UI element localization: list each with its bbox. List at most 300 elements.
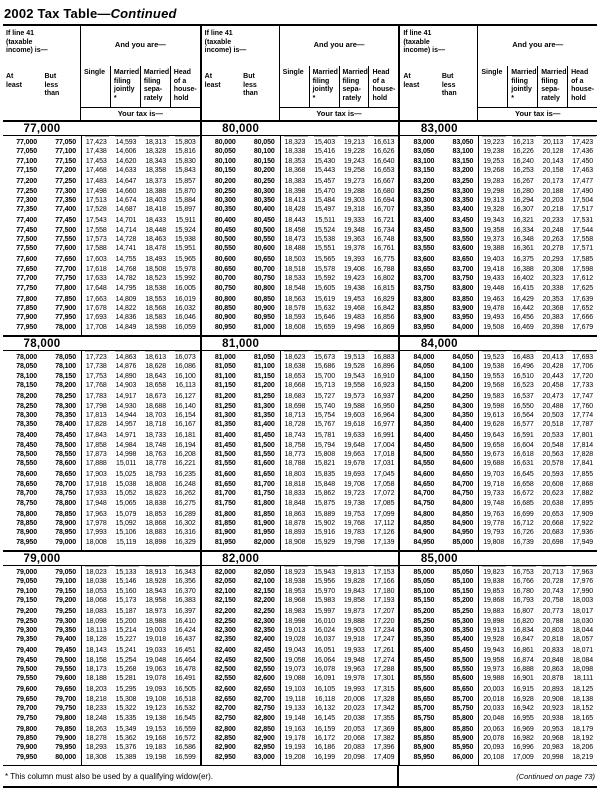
but-less-cell: 80,750 [253, 275, 275, 283]
hoh-tax-cell: 17,072 [373, 490, 395, 498]
table-row [400, 353, 597, 362]
at-least-cell: 82,600 [214, 686, 236, 694]
hoh-tax-cell: 15,911 [175, 217, 196, 225]
single-tax-cell: 18,773 [284, 451, 306, 458]
mfj-tax-cell: 15,335 [115, 714, 137, 722]
hoh-tax-cell: 16,721 [373, 217, 395, 225]
mfs-tax-cell: 20,683 [542, 529, 564, 537]
at-least-cell: 84,000 [413, 354, 435, 361]
mfs-tax-cell: 19,768 [343, 519, 365, 527]
but-less-cell: 79,750 [55, 705, 76, 713]
table-row [3, 402, 200, 411]
but-less-cell: 83,850 [452, 295, 474, 303]
row-group [202, 470, 399, 507]
row-group [3, 216, 200, 253]
single-tax-cell: 17,888 [85, 460, 107, 468]
mfj-tax-cell: 15,538 [314, 236, 336, 243]
table-row [400, 704, 597, 713]
table-row [400, 753, 597, 762]
mfj-tax-cell: 14,741 [115, 245, 137, 253]
single-tax-cell: 19,463 [483, 295, 505, 303]
table-row [202, 695, 399, 704]
mfj-tax-cell: 16,091 [314, 675, 336, 683]
at-least-cell: 79,800 [16, 725, 37, 733]
at-least-cell: 80,550 [214, 245, 236, 253]
table-row [3, 362, 200, 371]
at-least-cell: 85,100 [413, 587, 435, 595]
single-tax-cell: 18,503 [284, 256, 306, 264]
mfs-tax-cell: 20,878 [542, 675, 564, 683]
mfj-tax-cell: 15,268 [115, 666, 137, 673]
hoh-tax-cell: 18,084 [572, 656, 594, 664]
table-row [400, 607, 597, 616]
but-less-cell: 85,550 [452, 666, 474, 673]
single-tax-cell: 18,908 [284, 538, 306, 546]
single-tax-cell: 17,693 [85, 314, 107, 322]
row-group [202, 607, 399, 644]
but-less-cell: 83,100 [452, 148, 474, 156]
mfj-tax-cell: 16,982 [512, 734, 534, 742]
mfj-tax-cell: 15,619 [314, 295, 336, 303]
mfj-tax-cell: 14,822 [115, 304, 137, 312]
table-row [400, 235, 597, 244]
at-least-cell: 77,300 [16, 196, 37, 204]
section-income-level: 77,000 [23, 123, 61, 135]
mfs-tax-cell: 20,323 [542, 275, 564, 283]
mfj-tax-cell: 16,591 [512, 432, 534, 440]
single-tax-cell: 18,158 [85, 656, 107, 664]
hoh-tax-cell: 16,397 [174, 608, 196, 616]
single-tax-cell: 19,898 [483, 617, 505, 625]
at-least-cell: 85,150 [413, 597, 435, 605]
row-group [202, 510, 399, 547]
at-least-cell: 79,150 [16, 597, 37, 605]
mfs-tax-cell: 20,353 [542, 295, 564, 303]
hoh-tax-cell: 16,694 [373, 196, 395, 204]
mfs-tax-cell: 20,263 [542, 236, 564, 243]
mfs-tax-cell: 19,123 [145, 705, 167, 713]
hoh-tax-cell: 16,046 [174, 314, 196, 322]
table-row [202, 177, 399, 186]
table-row [202, 519, 399, 528]
single-tax-cell: 19,163 [284, 725, 306, 733]
hoh-tax-cell: 16,059 [174, 323, 196, 331]
single-tax-cell: 18,248 [85, 714, 107, 722]
mfs-tax-cell: 19,753 [343, 510, 365, 518]
mfj-tax-cell: 16,712 [512, 519, 534, 527]
mfj-tax-cell: 16,510 [512, 372, 534, 380]
hoh-tax-cell: 17,531 [572, 217, 594, 225]
filing-status-header-group [478, 26, 597, 120]
table-row [202, 295, 399, 304]
at-least-cell: 78,350 [16, 421, 37, 429]
at-least-cell: 80,900 [214, 314, 236, 322]
hoh-tax-cell: 18,192 [572, 734, 594, 742]
hoh-tax-cell: 16,316 [174, 529, 196, 537]
hoh-tax-cell: 17,679 [572, 323, 594, 331]
at-least-cell: 85,900 [413, 744, 435, 752]
mfs-tax-cell: 20,308 [542, 265, 564, 273]
hoh-tax-cell: 17,085 [373, 499, 395, 507]
mfj-tax-cell: 16,064 [314, 656, 336, 664]
table-row [202, 196, 399, 205]
table-row [400, 362, 597, 371]
mfj-tax-cell: 15,983 [314, 597, 336, 605]
table-row [400, 665, 597, 674]
panel-header [400, 26, 597, 120]
mfj-tax-cell: 15,322 [115, 705, 137, 713]
at-least-cell: 78,950 [16, 538, 37, 546]
single-tax-cell: 18,323 [284, 139, 306, 146]
mfj-tax-cell: 15,281 [115, 675, 137, 683]
at-least-cell: 77,850 [16, 304, 37, 312]
mfs-tax-cell: 19,783 [343, 529, 365, 537]
mfs-tax-cell: 18,703 [145, 411, 167, 419]
mfj-tax-cell: 16,496 [512, 363, 534, 371]
but-less-cell: 84,200 [452, 382, 474, 390]
mfj-tax-cell: 16,294 [512, 196, 534, 204]
but-less-cell: 78,300 [55, 402, 76, 410]
but-less-cell: 82,650 [253, 686, 275, 694]
single-tax-cell: 18,953 [284, 587, 306, 595]
but-less-cell: 78,750 [55, 490, 76, 498]
mfj-tax-cell: 16,145 [314, 714, 336, 722]
but-less-cell: 77,750 [55, 275, 76, 283]
single-tax-cell: 19,403 [483, 256, 505, 264]
mfs-tax-cell: 18,373 [145, 178, 167, 186]
section-header [400, 550, 597, 566]
mfj-tax-cell: 15,862 [314, 490, 336, 498]
mfs-tax-cell: 19,918 [343, 636, 365, 644]
single-tax-cell: 18,278 [85, 734, 107, 742]
at-least-cell: 80,100 [214, 157, 236, 165]
single-tax-cell: 18,083 [85, 608, 107, 616]
mfj-tax-cell: 16,280 [512, 187, 534, 195]
but-less-cell: 81,250 [253, 393, 275, 401]
table-row [400, 725, 597, 734]
hoh-tax-cell: 17,058 [373, 480, 395, 488]
table-row [3, 499, 200, 508]
but-less-cell: 77,550 [55, 236, 76, 243]
mfj-tax-cell: 16,604 [512, 441, 534, 449]
mfj-tax-cell: 15,659 [314, 323, 336, 331]
but-less-cell: 82,500 [253, 656, 275, 664]
but-less-cell: 85,250 [452, 608, 474, 616]
mfj-tax-cell: 14,606 [115, 148, 137, 156]
table-row [400, 177, 597, 186]
but-less-cell: 80,300 [253, 187, 275, 195]
at-least-cell: 84,100 [413, 372, 435, 380]
at-least-cell: 77,000 [16, 139, 37, 146]
table-row [202, 528, 399, 537]
row-group [3, 646, 200, 683]
but-less-cell: 79,150 [55, 587, 76, 595]
hoh-tax-cell: 18,219 [572, 753, 594, 761]
at-least-cell: 79,600 [16, 686, 37, 694]
at-least-cell: 82,650 [214, 695, 236, 703]
at-least-cell: 79,200 [16, 608, 37, 616]
single-tax-cell: 18,998 [284, 617, 306, 625]
hoh-tax-cell: 16,707 [373, 206, 395, 214]
but-less-cell: 84,350 [452, 411, 474, 419]
but-less-cell: 83,550 [452, 236, 474, 243]
mfj-tax-cell: 14,647 [115, 178, 137, 186]
income-header-group [202, 26, 280, 120]
hoh-tax-cell: 18,165 [572, 714, 594, 722]
table-row [400, 441, 597, 450]
but-less-cell: 85,150 [452, 587, 474, 595]
single-tax-cell: 19,553 [483, 372, 505, 380]
but-less-cell: 82,550 [253, 666, 275, 673]
section-income-level: 81,000 [222, 338, 260, 350]
mfs-tax-cell: 20,128 [542, 148, 564, 156]
at-least-cell: 82,950 [214, 753, 236, 761]
table-row [400, 157, 597, 166]
table-row [3, 510, 200, 519]
section-rows [400, 566, 597, 765]
table-row [202, 635, 399, 644]
mfs-tax-cell: 19,243 [343, 157, 365, 165]
at-least-cell: 79,050 [16, 578, 37, 586]
row-group [3, 392, 200, 429]
but-less-cell: 77,650 [55, 256, 76, 264]
row-group [3, 353, 200, 390]
mfs-tax-cell: 19,078 [145, 675, 167, 683]
hoh-tax-cell: 16,262 [174, 490, 196, 498]
mfs-tax-cell: 19,738 [343, 499, 365, 507]
single-tax-cell: 18,488 [284, 245, 306, 253]
but-less-cell: 77,450 [55, 217, 76, 225]
mfj-tax-cell: 15,254 [115, 656, 137, 664]
but-less-cell: 83,500 [452, 226, 474, 234]
hoh-tax-cell: 17,504 [572, 196, 594, 204]
hoh-tax-cell: 17,963 [572, 569, 594, 576]
mfs-tax-cell: 20,083 [343, 744, 365, 752]
hoh-tax-cell: 16,572 [174, 734, 196, 742]
table-row [3, 313, 200, 322]
at-least-cell: 81,850 [214, 519, 236, 527]
table-row [202, 420, 399, 429]
hoh-tax-cell: 17,180 [373, 587, 395, 595]
row-group [3, 431, 200, 468]
mfs-tax-cell: 19,063 [145, 666, 167, 673]
table-row [202, 244, 399, 253]
hoh-tax-cell: 17,882 [572, 490, 594, 498]
mfs-tax-cell: 18,313 [145, 139, 167, 146]
mfj-tax-cell: 15,389 [115, 753, 137, 761]
mfs-tax-cell: 18,838 [145, 499, 167, 507]
but-less-cell: 84,150 [452, 372, 474, 380]
single-tax-cell: 18,398 [284, 187, 306, 195]
mfj-tax-cell: 14,809 [115, 295, 137, 303]
mfj-tax-cell: 16,415 [512, 284, 534, 292]
mfs-tax-cell: 19,963 [343, 666, 365, 673]
at-least-cell: 83,250 [413, 187, 435, 195]
mfj-tax-cell: 14,633 [115, 167, 137, 175]
mfj-tax-cell: 16,820 [512, 617, 534, 625]
mfj-tax-cell: 16,739 [512, 538, 534, 546]
mfj-tax-cell: 15,430 [314, 157, 336, 165]
at-least-cell: 84,300 [413, 411, 435, 419]
row-group [202, 725, 399, 762]
but-less-cell: 83,700 [452, 265, 474, 273]
mfj-tax-cell: 15,727 [314, 393, 336, 401]
hoh-tax-cell: 16,073 [174, 354, 196, 361]
row-group [400, 255, 597, 292]
but-less-cell: 79,550 [55, 666, 76, 673]
at-least-cell: 80,800 [214, 295, 236, 303]
header-income-label: If line 41 (taxable income) is— [403, 30, 445, 54]
mfj-tax-cell: 15,700 [314, 372, 336, 380]
mfj-tax-cell: 15,065 [115, 499, 137, 507]
mfs-tax-cell: 20,968 [542, 734, 564, 742]
at-least-cell: 80,950 [214, 323, 236, 331]
hoh-tax-cell: 17,207 [373, 608, 395, 616]
table-row [202, 646, 399, 655]
mfs-tax-cell: 19,018 [145, 636, 167, 644]
but-less-cell: 81,100 [253, 363, 275, 371]
section-rows [3, 136, 200, 335]
at-least-cell: 80,750 [214, 284, 236, 292]
mfj-tax-cell: 16,051 [314, 647, 336, 655]
hoh-tax-cell: 17,463 [572, 167, 594, 175]
hoh-tax-cell: 16,478 [174, 666, 196, 673]
at-least-cell: 81,150 [214, 382, 236, 390]
at-least-cell: 82,250 [214, 617, 236, 625]
at-least-cell: 79,400 [16, 647, 37, 655]
mfj-tax-cell: 16,267 [512, 178, 534, 186]
mfs-tax-cell: 19,408 [343, 265, 365, 273]
hoh-tax-cell: 16,532 [174, 705, 196, 713]
at-least-cell: 84,150 [413, 382, 435, 390]
but-less-cell: 82,600 [253, 675, 275, 683]
mfs-tax-cell: 20,623 [542, 490, 564, 498]
mfs-tax-cell: 19,648 [343, 441, 365, 449]
table-row [202, 459, 399, 468]
single-tax-cell: 18,053 [85, 587, 107, 595]
table-row [3, 480, 200, 489]
mfs-tax-cell: 19,093 [145, 686, 167, 694]
mfj-tax-cell: 16,172 [314, 734, 336, 742]
single-tax-cell: 19,793 [483, 529, 505, 537]
but-less-cell: 77,800 [55, 284, 76, 292]
mfj-tax-cell: 15,943 [314, 569, 336, 576]
mfs-tax-cell: 18,688 [145, 402, 167, 410]
hoh-tax-cell: 17,153 [373, 569, 395, 576]
mfj-tax-cell: 15,754 [314, 411, 336, 419]
but-less-cell: 84,400 [452, 421, 474, 429]
row-group [400, 568, 597, 605]
mfj-tax-cell: 16,213 [512, 139, 534, 146]
table-row [3, 695, 200, 704]
at-least-cell: 83,050 [413, 148, 435, 156]
single-tax-cell: 18,443 [284, 217, 306, 225]
hoh-tax-cell: 17,301 [373, 675, 395, 683]
mfj-tax-cell: 15,902 [314, 519, 336, 527]
mfj-tax-cell: 15,484 [314, 196, 336, 204]
table-row [202, 402, 399, 411]
table-row [400, 187, 597, 196]
mfs-tax-cell: 18,433 [145, 217, 167, 225]
at-least-cell: 79,950 [16, 753, 37, 761]
at-least-cell: 77,650 [16, 265, 37, 273]
at-least-cell: 81,050 [214, 363, 236, 371]
mfs-tax-cell: 19,423 [343, 275, 365, 283]
single-tax-cell: 19,133 [284, 705, 306, 713]
mfs-tax-cell: 19,573 [343, 393, 365, 401]
table-row [3, 596, 200, 605]
single-tax-cell: 18,758 [284, 441, 306, 449]
mfj-tax-cell: 15,565 [314, 256, 336, 264]
mfj-tax-cell: 14,944 [115, 411, 137, 419]
table-row [202, 685, 399, 694]
table-row [202, 265, 399, 274]
mfj-tax-cell: 15,781 [314, 432, 336, 440]
mfs-tax-cell: 20,008 [343, 695, 365, 703]
at-least-cell: 82,850 [214, 734, 236, 742]
mfs-tax-cell: 20,863 [542, 666, 564, 673]
at-least-cell: 78,600 [16, 471, 37, 479]
but-less-cell: 81,400 [253, 421, 275, 429]
tax-table-panels [3, 26, 597, 765]
mfj-tax-cell: 15,970 [314, 587, 336, 595]
single-tax-cell: 17,453 [85, 157, 107, 165]
hoh-tax-cell: 15,870 [174, 187, 196, 195]
mfs-tax-cell: 20,443 [542, 372, 564, 380]
hoh-tax-cell: 17,247 [373, 636, 395, 644]
mfj-tax-cell: 16,307 [512, 206, 534, 214]
but-less-cell: 85,750 [452, 705, 474, 713]
at-least-cell: 78,800 [16, 510, 37, 518]
single-tax-cell: 18,518 [284, 265, 306, 273]
filing-status-header-group [280, 26, 399, 120]
but-less-cell: 84,450 [452, 432, 474, 440]
mfs-tax-cell: 20,713 [542, 569, 564, 576]
at-least-cell: 80,700 [214, 275, 236, 283]
table-row [3, 323, 200, 332]
at-least-cell: 84,600 [413, 471, 435, 479]
single-tax-cell: 17,828 [85, 421, 107, 429]
mfs-tax-cell: 20,233 [542, 217, 564, 225]
but-less-cell: 77,850 [55, 295, 76, 303]
single-tax-cell: 18,878 [284, 519, 306, 527]
but-less-cell: 82,950 [253, 744, 275, 752]
single-tax-cell: 19,343 [483, 217, 505, 225]
single-tax-cell: 20,048 [483, 714, 505, 722]
mfj-tax-cell: 16,010 [314, 617, 336, 625]
mfj-tax-cell: 14,998 [115, 451, 137, 458]
at-least-cell: 84,750 [413, 499, 435, 507]
mfs-tax-cell: 18,763 [145, 451, 167, 458]
mfs-tax-cell: 20,818 [542, 636, 564, 644]
at-least-cell: 83,600 [413, 256, 435, 264]
mfs-tax-cell: 19,378 [343, 245, 365, 253]
row-group [400, 295, 597, 332]
table-row [202, 362, 399, 371]
hoh-tax-cell: 17,936 [572, 529, 594, 537]
at-least-cell: 84,900 [413, 529, 435, 537]
but-less-cell: 78,550 [55, 451, 76, 458]
at-least-cell: 79,100 [16, 587, 37, 595]
mfs-tax-cell: 18,718 [145, 421, 167, 429]
at-least-cell: 85,850 [413, 734, 435, 742]
mfj-tax-cell: 15,470 [314, 187, 336, 195]
mfs-tax-cell: 19,588 [343, 402, 365, 410]
table-row [202, 147, 399, 156]
but-less-cell: 81,500 [253, 441, 275, 449]
mfj-tax-cell: 15,457 [314, 178, 336, 186]
mfs-tax-cell: 19,993 [343, 686, 365, 694]
